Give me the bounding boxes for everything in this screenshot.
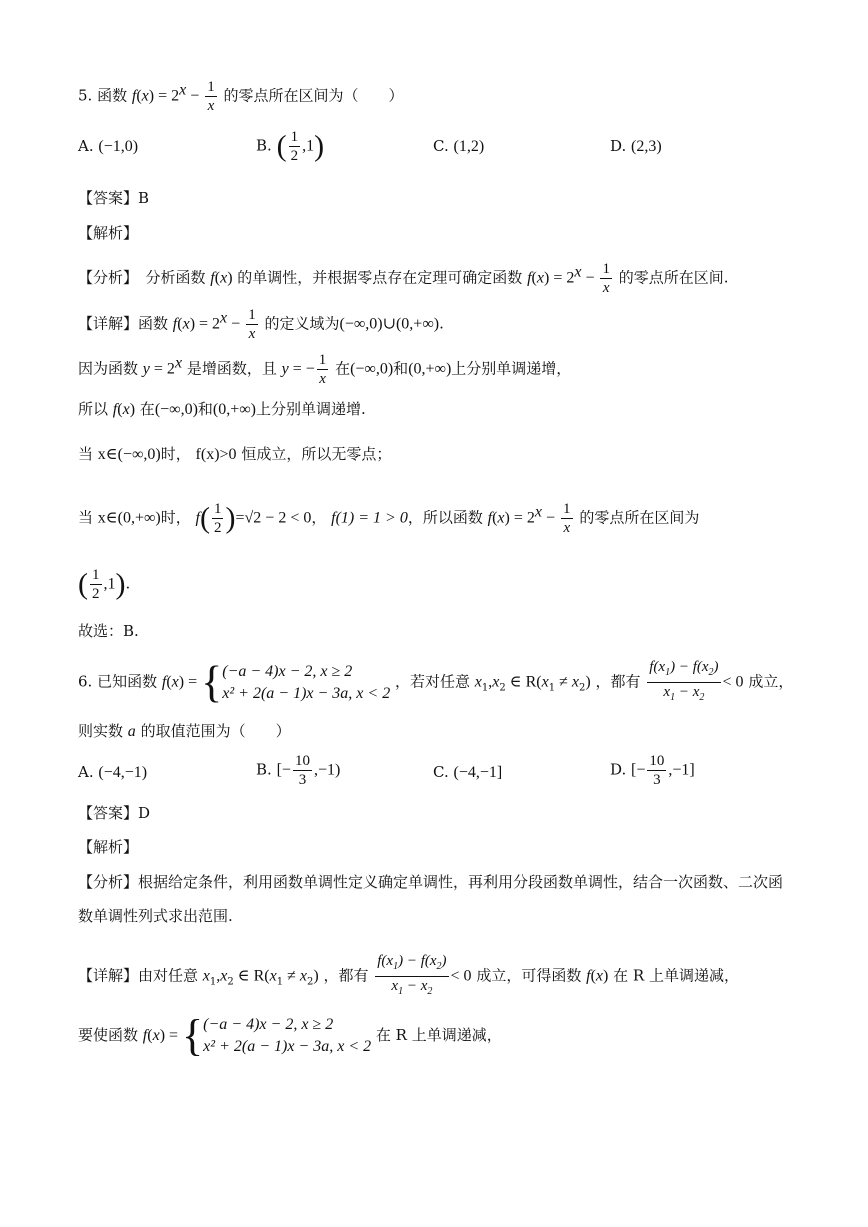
- q5-so: 所以 f(x) 在(−∞,0)和(0,+∞)上分别单调递增.: [78, 400, 366, 418]
- q5-option-b: B. ( $\frac{1}{2}$ ,1): [256, 129, 325, 164]
- q6-answer: 【答案】D: [78, 804, 151, 822]
- q5-stem: 5. 函数 $f(x) = 2^x$ − $\frac{1}{x}$ 的零点所在区间为（ ）: [78, 79, 404, 114]
- q6-xiangjie: 【详解】由对任意 $x_1,x_2$ ∈ $R(x_1 \ne x_2)$ ，都有 $\frac{f(x_1) - f(x_2)}{x_1 - x_2}$ < 0 成立，可得函数 f(x) 在 R 上单调递减，: [78, 953, 739, 997]
- q5-answer: 【答案】B: [78, 189, 150, 207]
- q5-analysis-heading: 【解析】: [78, 224, 139, 242]
- q5-fenxi: 【分析】 分析函数 f(x) 的单调性，并根据零点存在定理可确定函数 $f(x) = 2^x$ − $\frac{1}{x}$ 的零点所在区间.: [78, 261, 729, 296]
- q5-option-d: D. (2,3): [610, 137, 662, 155]
- q5-option-a: A. (−1,0): [78, 137, 139, 155]
- q5-xiangjie: 【详解】函数 $f(x) = 2^x$ − $\frac{1}{x}$ 的定义域为(−∞,0)∪(0,+∞).: [78, 307, 444, 342]
- q6-option-a: A. (−4,−1): [78, 763, 148, 781]
- q5-option-c: C. (1,2): [433, 137, 485, 155]
- q6-last: 要使函数 f(x) = { (−a − 4)x − 2, x ≥ 2 x² + 2(a − 1)x − 3a, x < 2 在 R 上单调递减，: [78, 1011, 502, 1060]
- fraction: $\frac{1}{x}$: [207, 79, 215, 114]
- q5-choose: 故选：B.: [78, 622, 139, 640]
- q6-option-c: C. (−4,−1]: [433, 763, 503, 781]
- q5-because: 因为函数 $y = 2^x$ 是增函数，且 y = − $\frac{1}{x}$ 在(−∞,0)和(0,+∞)上分别单调递增，: [78, 352, 572, 387]
- q5-interval: ( $\frac{1}{2}$ ,1).: [78, 567, 131, 602]
- q5-when-positive: 当 x∈(0,+∞)时， f( $\frac{1}{2}$ )=√2 − 2 < 0， f(1) = 1 > 0，所以函数 $f(x) = 2^x$ − $\frac{1}{x}$ 的零点所在区间为: [78, 501, 700, 536]
- q6-option-b: B. [− $\frac{10}{3}$ ,−1): [256, 753, 341, 788]
- q6-fenxi-2: 数单调性列式求出范围.: [78, 907, 233, 925]
- q5-when-negative: 当 x∈(−∞,0)时， f(x)>0 恒成立，所以无零点；: [78, 445, 392, 463]
- q6-stem-line2: 则实数 a 的取值范围为（ ）: [78, 722, 291, 740]
- q6-analysis-heading: 【解析】: [78, 838, 139, 856]
- q6-option-d: D. [− $\frac{10}{3}$ ,−1]: [610, 753, 695, 788]
- q6-fenxi: 【分析】根据给定条件，利用函数单调性定义确定单调性，再利用分段函数单调性，结合一次函数、二次函: [78, 873, 784, 891]
- q6-stem: 6. 已知函数 f(x) = { (−a − 4)x − 2, x ≥ 2 x² + 2(a − 1)x − 3a, x < 2 ，若对任意 $x_1,x_2$ ∈ $R(x_1 \ne x_2)$ ，都有 $\frac{f(x_1) - f(x_2)}{x_1 - x_2}$ < 0 成立，: [78, 657, 794, 707]
